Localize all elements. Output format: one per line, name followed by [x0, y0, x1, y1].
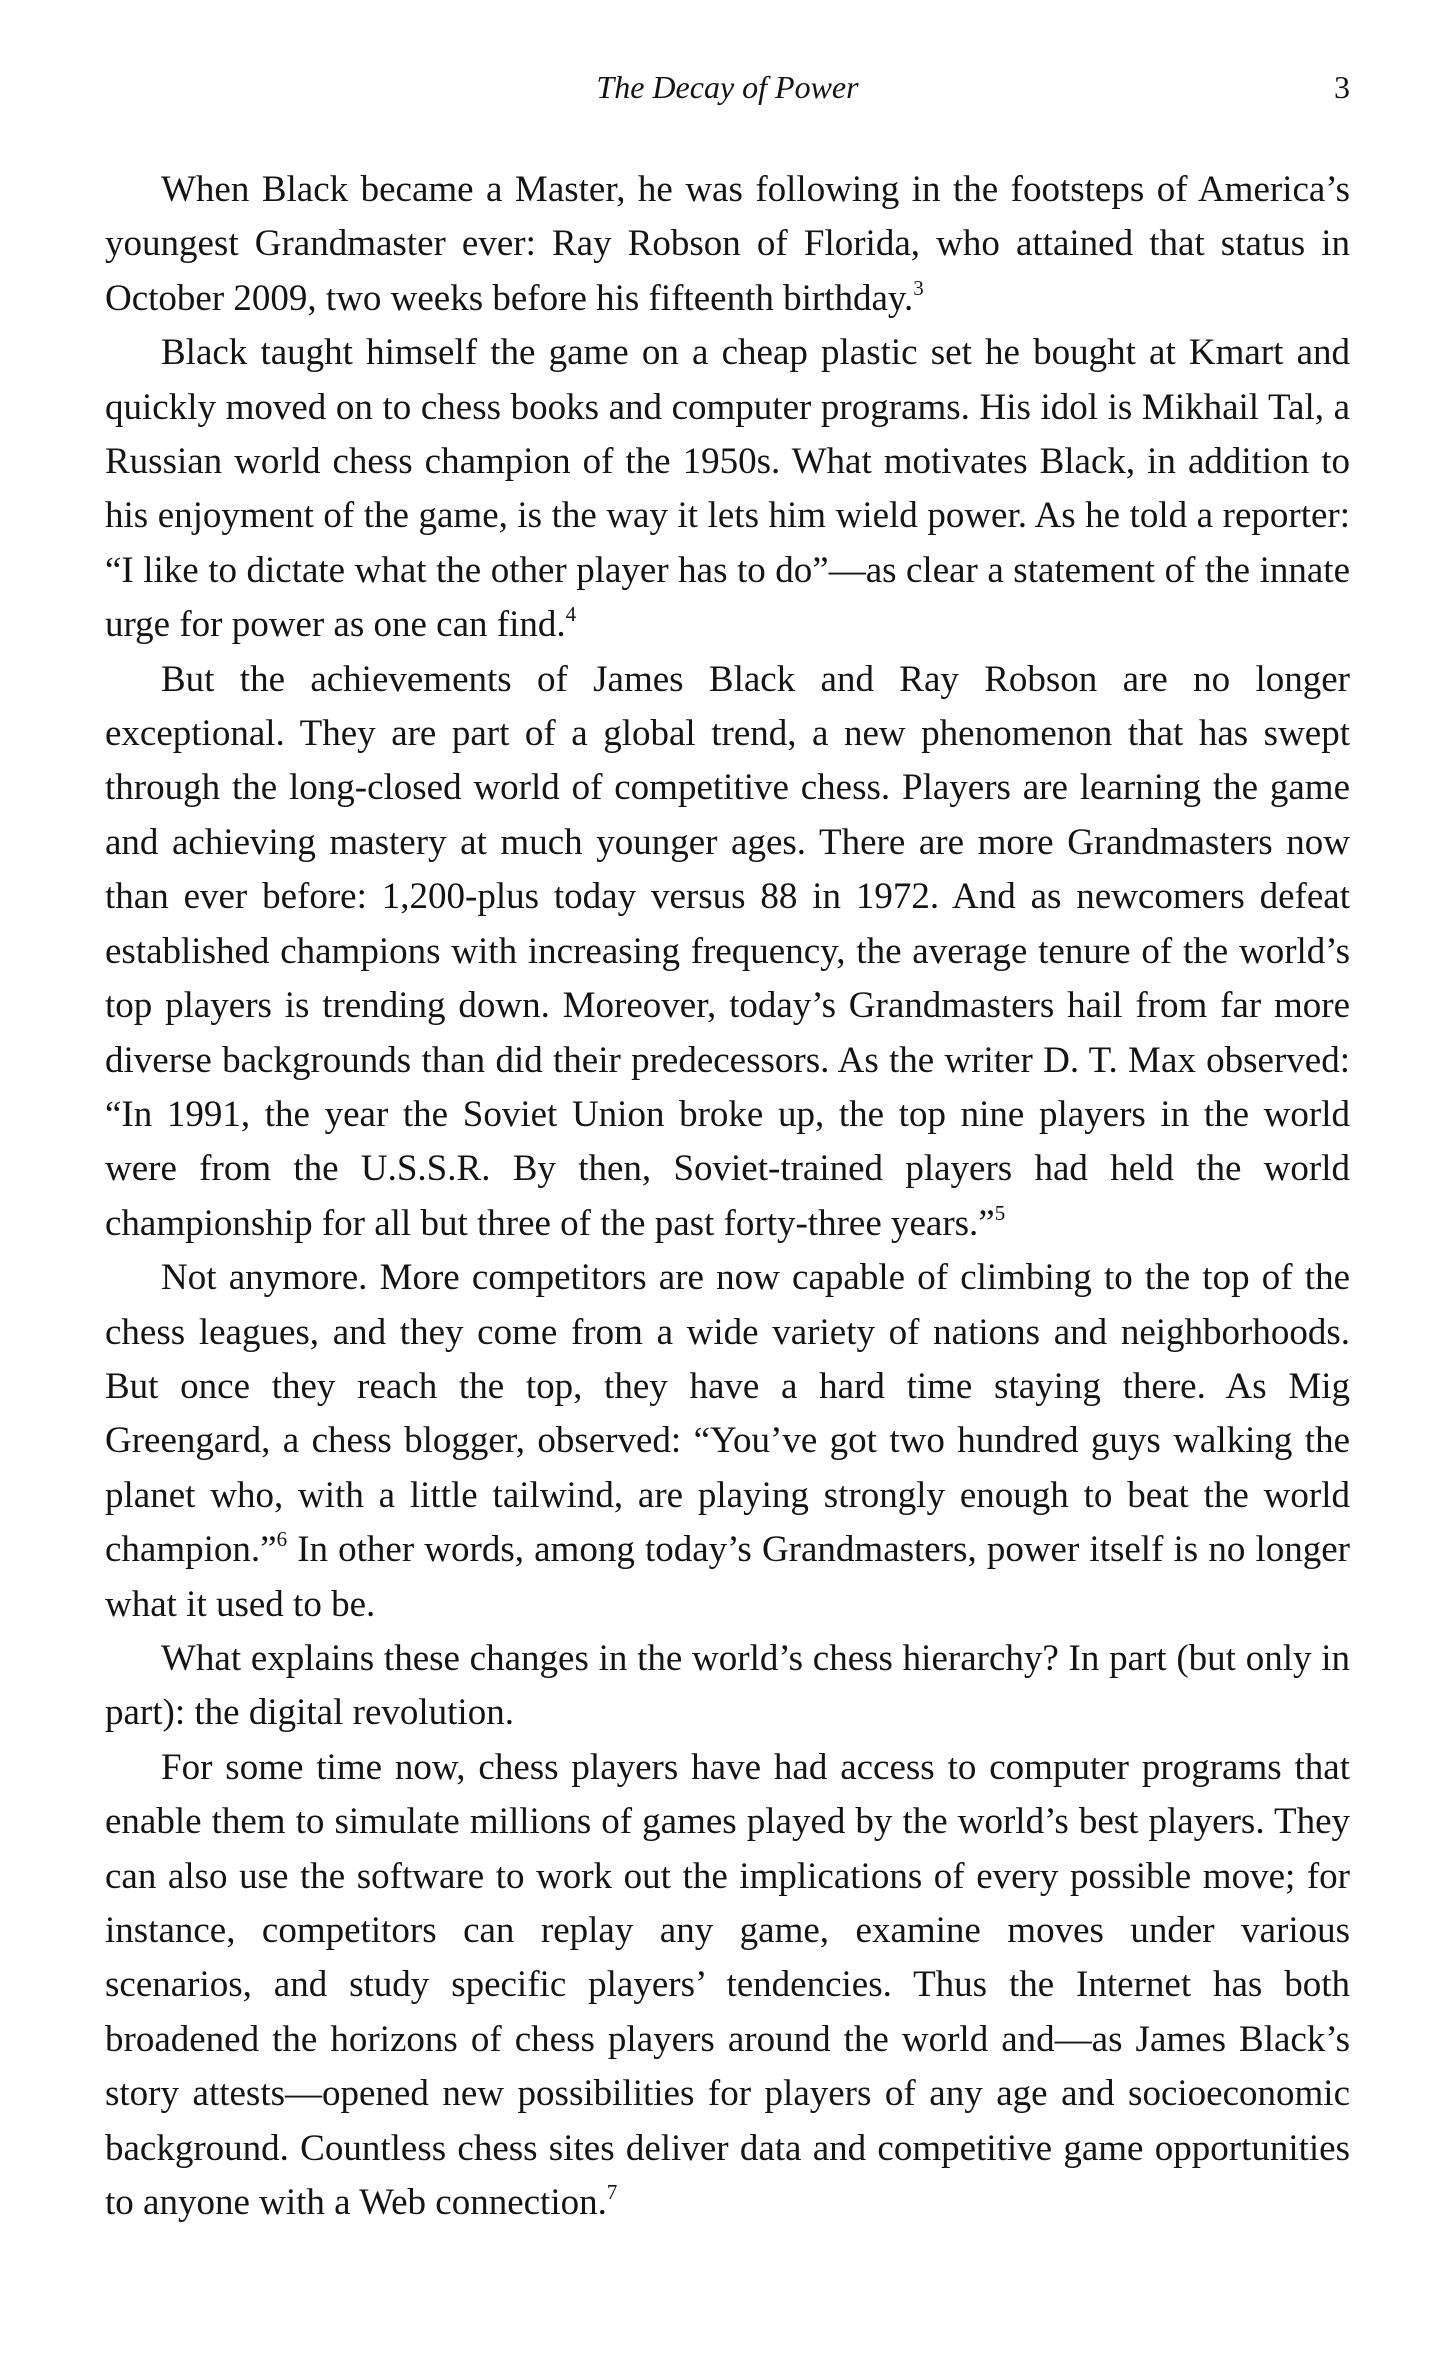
- paragraph-4: [105, 1251, 1350, 1632]
- paragraph-text: Black taught himself the game on a cheap plastic set he bought at Kmart and quickly moved on to chess books and computer programs. His idol is Mikhail Tal, a Russian world chess champion of the 1950s. What motivates Black, in addition to his enjoyment of the game, is the way it lets him wield power. As he told a reporter: “I like to dictate what the other player has to do”—as clear a statement of the innate urge for power as one can find.: [105, 332, 1350, 646]
- page-number: 3: [1334, 69, 1350, 105]
- paragraph-text-tail: In other words, among today’s Grandmasters, power itself is no longer what it used to be.: [105, 1529, 1350, 1625]
- paragraph-text: But the achievements of James Black and Ray Robson are no longer exceptional. They are part of a global trend, a new phenomenon that has swept through the long-closed world of competitive chess. Players are learning the game and achieving mastery at much younger ages. There are more Grandmasters now than ever before: 1,200-plus today versus 88 in 1972. And as newcomers defeat established champions with increasing frequency, the average tenure of the world’s top players is trending down. Moreover, today’s Grandmasters hail from far more diverse backgrounds than did their predecessors. As the writer D. T. Max observed: “In 1991, the year the Soviet Union broke up, the top nine players in the world were from the U.S.S.R. By then, Soviet-trained players had held the world championship for all but three of the past forty-three years.”: [105, 658, 1350, 1244]
- paragraph-1: [105, 163, 1350, 326]
- footnote-ref-4: 4: [565, 602, 577, 627]
- footnote-ref-3: 3: [913, 275, 924, 300]
- paragraph-text: Not anymore. More competitors are now capable of climbing to the top of the chess leagues, and they come from a wide variety of nations and neighborhoods. But once they reach the top, they have a hard time staying there. As Mig Greengard, a chess blogger, observed: “You’ve got two hundred guys walking the planet who, with a little tailwind, are playing strongly enough to beat the world champion.”: [105, 1257, 1350, 1571]
- paragraph-2: [105, 326, 1350, 652]
- body-text: [105, 163, 1350, 2230]
- paragraph-5: [105, 1632, 1350, 1741]
- paragraph-3: [105, 653, 1350, 1251]
- paragraph-text: When Black became a Master, he was following in the footsteps of America’s youngest Grandmaster ever: Ray Robson of Florida, who attained that status in October 2009, two weeks before his fifteenth birthday.: [105, 169, 1350, 319]
- footnote-ref-7: 7: [606, 2180, 618, 2205]
- running-title: The Decay of Power: [596, 69, 859, 105]
- running-head: [105, 62, 1350, 112]
- footnote-ref-5: 5: [994, 1200, 1006, 1225]
- paragraph-text: What explains these changes in the world’s chess hierarchy? In part (but only in part): the digital revolution.: [105, 1637, 1350, 1734]
- paragraph-text: For some time now, chess players have had access to computer programs that enable them to simulate millions of games played by the world’s best players. They can also use the software to work out the implications of every possible move; for instance, competitors can replay any game, examine moves under various scenarios, and study specific players’ tendencies. Thus the Internet has both broadened the horizons of chess players around the world and—as James Black’s story attests—opened new possibilities for players of any age and socioeconomic background. Countless chess sites deliver data and competitive game opportunities to anyone with a Web connection.: [105, 1746, 1350, 2224]
- footnote-ref-6: 6: [276, 1527, 288, 1552]
- paragraph-6: [105, 1741, 1350, 2231]
